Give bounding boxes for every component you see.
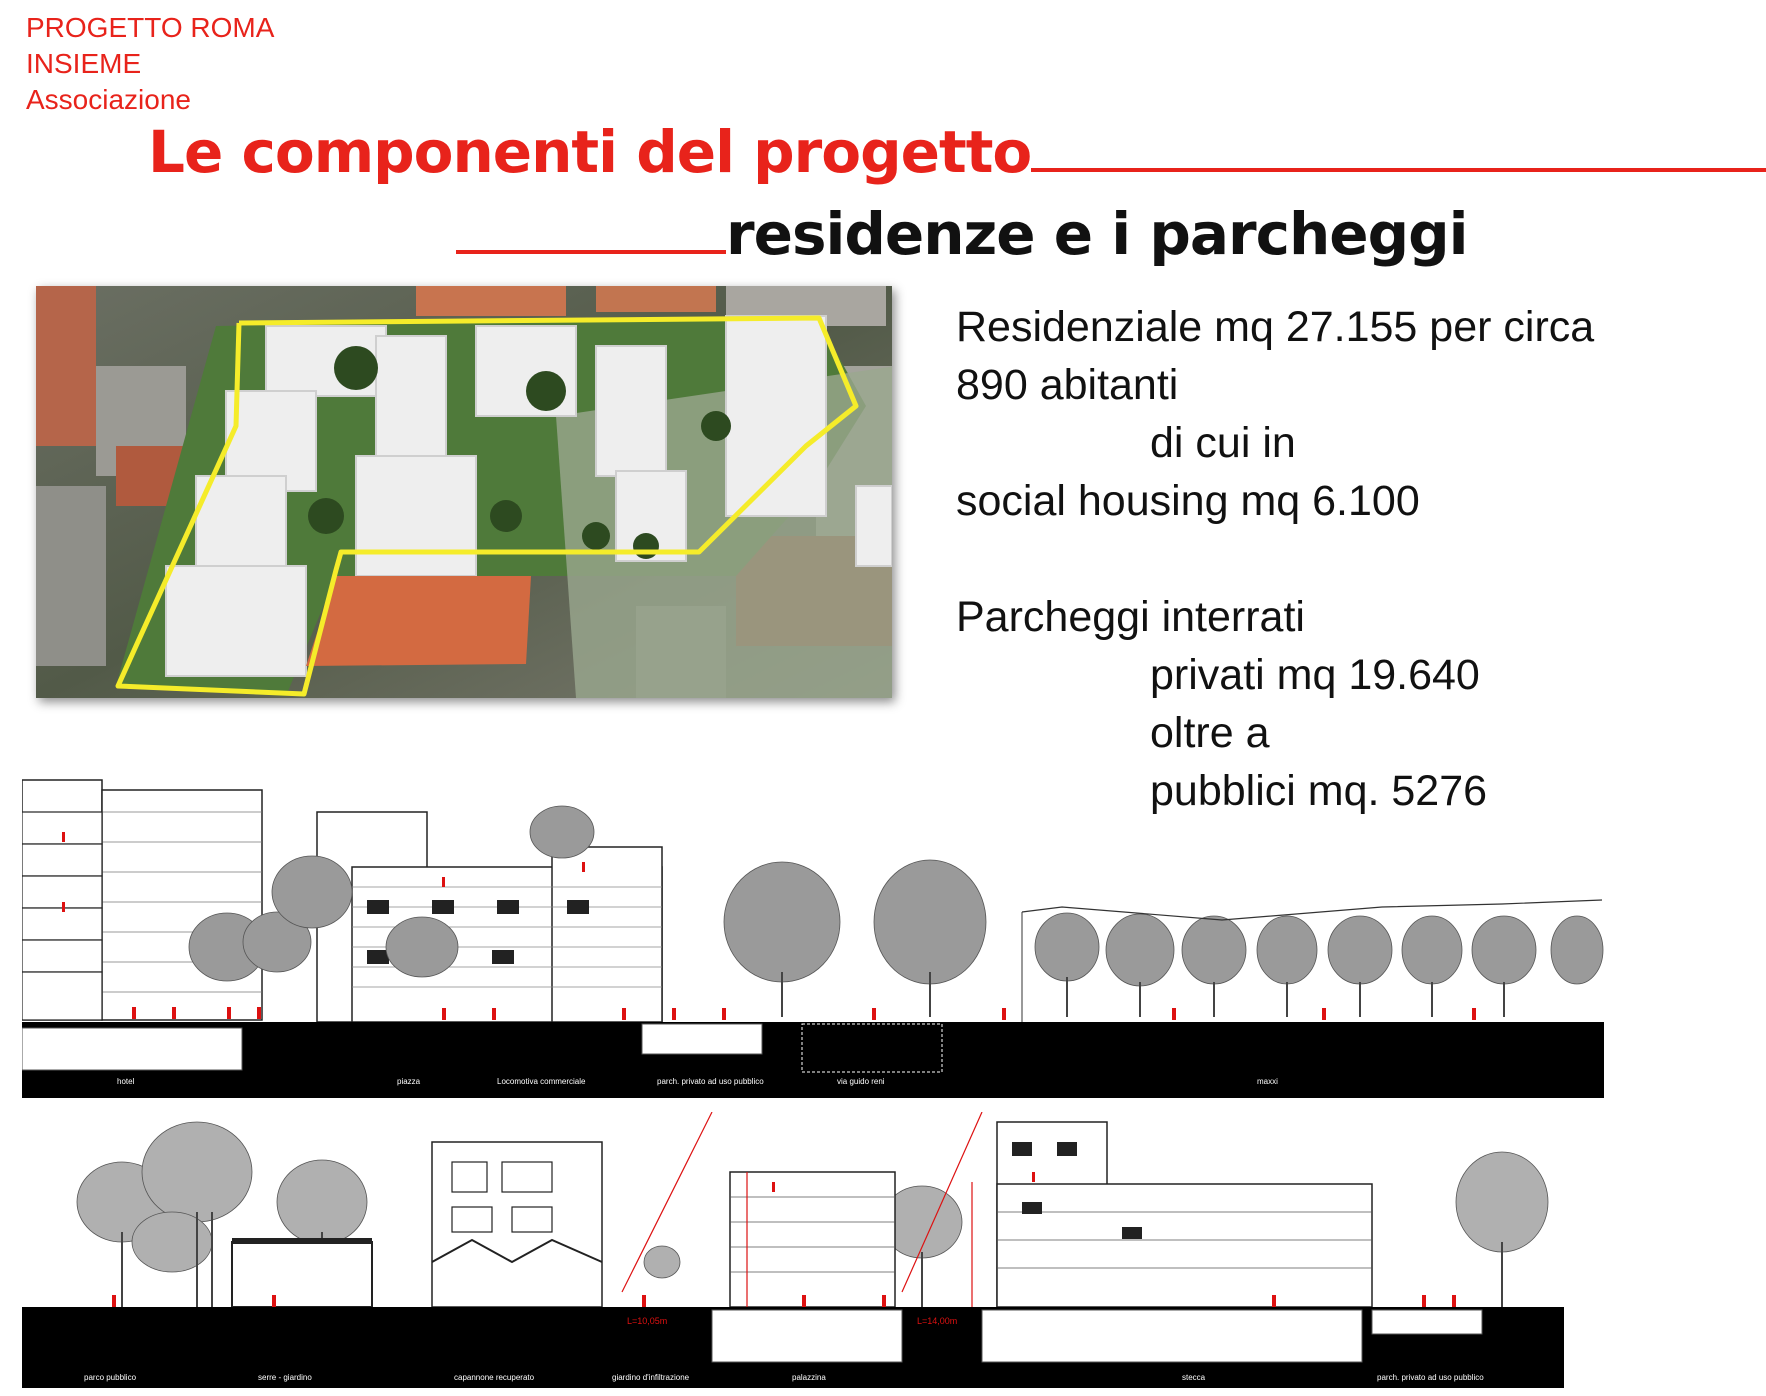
label-infiltration-garden: giardino d'infiltrazione xyxy=(612,1373,690,1382)
title-underline-rule xyxy=(1031,118,1766,172)
label-piazza: piazza xyxy=(397,1077,421,1086)
page-subtitle-text: residenze e i parcheggi xyxy=(726,200,1468,268)
org-line-3: Associazione xyxy=(26,84,191,115)
info-line-private-parking: privati mq 19.640 xyxy=(1150,651,1480,699)
subtitle-underline-rule xyxy=(456,200,726,254)
dim-label-2: L=14,00m xyxy=(917,1316,958,1326)
stecca-building xyxy=(997,1122,1372,1307)
label-greenhouse-garden: serre - giardino xyxy=(258,1373,312,1382)
label-commercial: Locomotiva commerciale xyxy=(497,1077,586,1086)
page-title-text: Le componenti del progetto xyxy=(148,118,1032,186)
label-stecca: stecca xyxy=(1182,1373,1206,1382)
dim-label-1: L=10,05m xyxy=(627,1316,668,1326)
aerial-view-image xyxy=(36,286,892,698)
info-line-of-which: di cui in xyxy=(1150,419,1296,467)
cross-section-bottom xyxy=(22,1112,1564,1388)
org-line-1: PROGETTO ROMA xyxy=(26,12,275,43)
organization-name xyxy=(26,10,274,118)
info-line-parking: Parcheggi interrati xyxy=(956,593,1305,641)
label-public-park: parco pubblico xyxy=(84,1373,137,1382)
info-line-residential: Residenziale mq 27.155 per circa xyxy=(956,303,1595,351)
label-maxxi: maxxi xyxy=(1257,1077,1278,1086)
label-private-parking-2: parch. privato ad uso pubblico xyxy=(1377,1373,1484,1382)
info-spacer xyxy=(956,530,1594,588)
label-private-parking: parch. privato ad uso pubblico xyxy=(657,1077,764,1086)
info-line-public-parking: pubblici mq. 5276 xyxy=(1150,767,1488,815)
info-line-in-addition: oltre a xyxy=(1150,709,1270,757)
commercial-building xyxy=(317,812,662,1022)
label-palazzina: palazzina xyxy=(792,1373,826,1382)
info-line-inhabitants: 890 abitanti xyxy=(956,361,1179,409)
info-line-social-housing: social housing mq 6.100 xyxy=(956,477,1420,525)
page-title xyxy=(148,118,1766,186)
label-recovered-warehouse: capannone recuperato xyxy=(454,1373,535,1382)
org-line-2: INSIEME xyxy=(26,48,142,79)
page-subtitle xyxy=(456,200,1468,268)
label-hotel: hotel xyxy=(117,1077,135,1086)
project-figures xyxy=(956,298,1594,820)
cross-section-top xyxy=(22,772,1604,1098)
label-via-guido-reni: via guido reni xyxy=(837,1077,885,1086)
palazzina-building xyxy=(730,1172,895,1307)
